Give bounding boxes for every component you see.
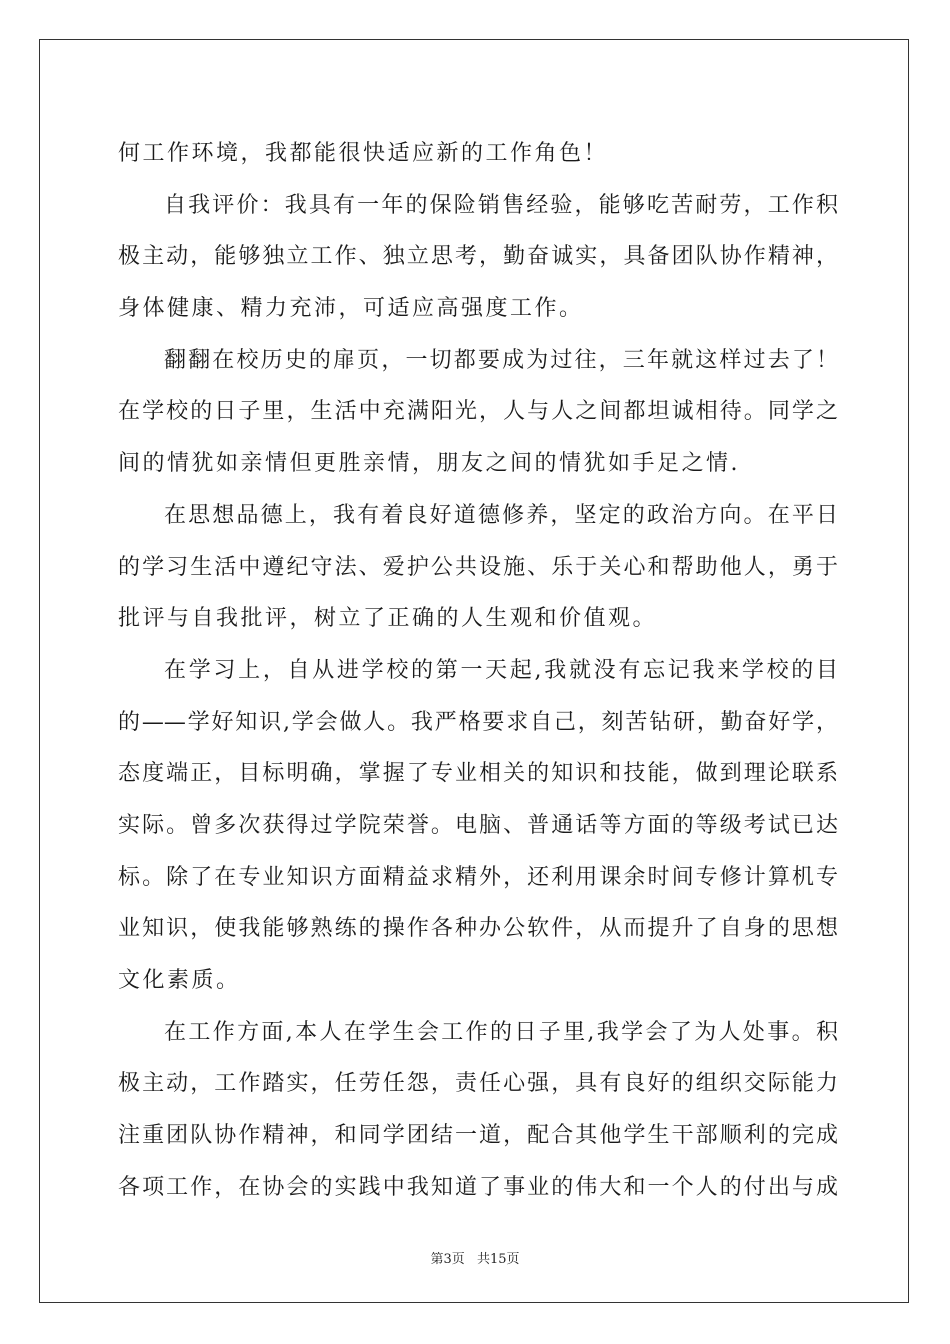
- text-line: 极主动，能够独立工作、独立思考，勤奋诚实，具备团队协作精神，: [118, 244, 838, 270]
- text-line: 在思想品德上，我有着良好道德修养，坚定的政治方向。在平日: [164, 502, 838, 528]
- text-line: 实际。曾多次获得过学院荣誉。电脑、普通话等方面的等级考试已达: [118, 812, 838, 838]
- document-body: [118, 128, 838, 1213]
- page-footer: [0, 1248, 950, 1267]
- text-line: 何工作环境，我都能很快适应新的工作角色！: [118, 141, 609, 166]
- text-line: 在学校的日子里，生活中充满阳光，人与人之间都坦诚相待。同学之: [118, 399, 838, 425]
- text-line: 身体健康、精力充沛，可适应高强度工作。: [118, 296, 584, 322]
- text-line: 极主动，工作踏实，任劳任怨，责任心强，具有良好的组织交际能力: [118, 1071, 838, 1097]
- text-line: 翻翻在校历史的扉页，一切都要成为过往，三年就这样过去了！: [164, 347, 838, 373]
- text-line: 在学习上，自从进学校的第一天起,我就没有忘记我来学校的目: [164, 657, 838, 683]
- text-line: 批评与自我批评，树立了正确的人生观和价值观。: [118, 606, 658, 632]
- text-line: 间的情犹如亲情但更胜亲情，朋友之间的情犹如手足之情.: [118, 451, 740, 477]
- text-line: 注重团队协作精神，和同学团结一道，配合其他学生干部顺利的完成: [118, 1123, 838, 1149]
- text-line: 态度端正，目标明确，掌握了专业相关的知识和技能，做到理论联系: [118, 761, 838, 787]
- text-line: 文化素质。: [118, 968, 241, 993]
- text-line: 标。除了在专业知识方面精益求精外，还利用课余时间专修计算机专: [118, 864, 838, 890]
- text-line: 业知识，使我能够熟练的操作各种办公软件，从而提升了自身的思想: [118, 916, 838, 942]
- text-line: 在工作方面,本人在学生会工作的日子里,我学会了为人处事。积: [164, 1019, 838, 1045]
- text-line: 各项工作，在协会的实践中我知道了事业的伟大和一个人的付出与成: [118, 1174, 838, 1200]
- text-line: 的学习生活中遵纪守法、爱护公共设施、乐于关心和帮助他人，勇于: [118, 554, 838, 580]
- text-line: 自我评价：我具有一年的保险销售经验，能够吃苦耐劳，工作积: [164, 192, 838, 218]
- page-number: 第3页: [430, 1252, 465, 1267]
- text-line: 的——学好知识,学会做人。我严格要求自己，刻苦钻研，勤奋好学，: [118, 709, 838, 735]
- page-total: 共15页: [476, 1252, 520, 1267]
